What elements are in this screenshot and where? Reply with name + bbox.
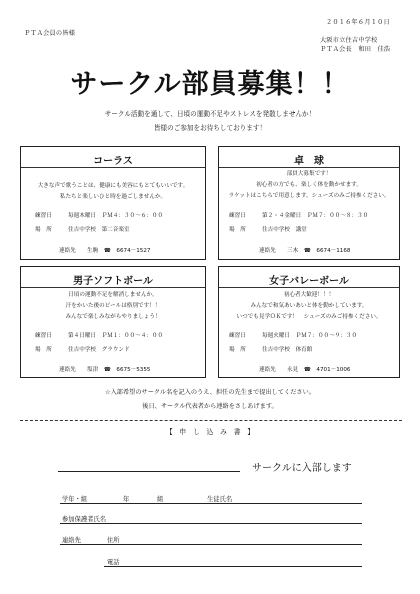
- circle-desc-line: いつでも見学ＯＫです！ シューズのみご持参ください。: [236, 314, 382, 320]
- address-field[interactable]: [60, 544, 362, 545]
- schedule-value: 第２・４金曜日 ＰＭ７：００～８：３０: [262, 213, 369, 219]
- circle-desc-line: 大きな声で歌うことは、健康にも美容にもとてもいいです。: [37, 183, 189, 189]
- contact-label: 連絡先: [62, 537, 81, 544]
- phone-icon: ☎: [103, 248, 111, 254]
- page-title: サークル部員募集！！: [70, 69, 350, 100]
- circle-desc-line: みんなで楽しみながらやりましょう！: [65, 314, 161, 320]
- place-value: 住吉中学校 講堂: [262, 227, 307, 233]
- circle-card-mens-softball: [20, 266, 206, 378]
- schedule-row: [35, 212, 163, 220]
- circle-desc-line: 部員大募集です！: [286, 171, 332, 177]
- contact-name: 塩津: [87, 367, 99, 373]
- contact-row: [259, 365, 350, 373]
- contact-tel: 6675－5355: [116, 367, 151, 373]
- divider: [219, 167, 399, 168]
- contact-row: [59, 246, 150, 254]
- place-label: 場 所: [35, 227, 52, 233]
- notice-line-2: 後日、サークル代表者から連絡をさしあげます。: [142, 403, 278, 410]
- place-label: 場 所: [229, 227, 246, 233]
- contact-row: [259, 246, 350, 254]
- contact-tel: 4701－1006: [316, 367, 351, 373]
- contact-name: 三木: [287, 248, 299, 254]
- circle-desc-line: 初心者の方でも、楽しく体を動かせます。: [256, 182, 362, 188]
- intro-line-1: サークル活動を通して、日頃の運動不足やストレスを発散しませんか！: [104, 110, 316, 118]
- circle-desc-line: みんなで和気あいあいと体を動かしています。: [250, 303, 368, 309]
- contact-tel: 6674－1168: [316, 248, 351, 254]
- schedule-label: 練習日: [229, 333, 246, 339]
- issue-date: ２０１６年６月１０日: [326, 19, 390, 26]
- circle-name-field[interactable]: [58, 471, 240, 472]
- schedule-value: 毎週木曜日 ＰＭ４：３０～６：００: [68, 213, 164, 219]
- intro-line-2: 皆様のご参加をお待ちしております！: [153, 124, 267, 132]
- phone-icon: ☎: [303, 367, 311, 373]
- phone-label: 電話: [107, 559, 120, 566]
- sender-org: 大阪市立住吉中学校: [320, 37, 378, 44]
- class-label: 組: [157, 496, 164, 503]
- notice-line-1: ☆入部希望のサークル名を記入のうえ、担任の先生まで提出してください。: [105, 389, 315, 396]
- schedule-label: 練習日: [229, 213, 246, 219]
- address-label: 住所: [107, 537, 120, 544]
- circle-desc-line: 私たちと楽しいひと時を過ごしませんか。: [59, 194, 167, 200]
- cut-line: [20, 420, 402, 421]
- circle-card-table-tennis: [218, 146, 400, 260]
- circle-card-womens-volleyball: [218, 266, 400, 378]
- schedule-label: 練習日: [35, 213, 52, 219]
- circle-name: コーラス: [93, 156, 133, 167]
- schedule-value: 第４日曜日 ＰＭ１：００～４：００: [68, 333, 164, 339]
- circle-desc-line: 日頃の運動不足を解消しませんか。: [68, 292, 158, 298]
- circle-desc-line: 初心者大歓迎！！！: [283, 292, 335, 298]
- schedule-label: 練習日: [35, 333, 52, 339]
- schedule-row: [229, 212, 368, 220]
- contact-tel: 6674－1527: [116, 248, 151, 254]
- place-row: [35, 226, 130, 234]
- phone-icon: ☎: [103, 367, 111, 373]
- place-value: 住吉中学校 グラウンド: [68, 347, 130, 353]
- place-value: 住吉中学校 第二音楽室: [68, 227, 130, 233]
- place-label: 場 所: [229, 347, 246, 353]
- year-label: 年: [123, 496, 130, 503]
- divider: [219, 287, 399, 288]
- place-value: 住吉中学校 体育館: [262, 347, 313, 353]
- place-row: [35, 346, 130, 354]
- form-heading: 【 申 し 込 み 書 】: [165, 428, 255, 436]
- divider: [21, 287, 205, 288]
- contact-row: [59, 365, 150, 373]
- contact-label: 連絡先: [59, 248, 76, 254]
- circle-card-chorus: [20, 146, 206, 260]
- circle-desc-line: 汗をかいた後のビールは格別です！！: [65, 303, 161, 309]
- place-label: 場 所: [35, 347, 52, 353]
- circle-name: 卓 球: [294, 156, 324, 167]
- recipient: ＰＴＡ会員の皆様: [24, 30, 76, 37]
- place-row: [229, 346, 312, 354]
- student-name-label: 生徒氏名: [207, 496, 233, 503]
- student-row-field[interactable]: [60, 503, 362, 504]
- contact-label: 連絡先: [59, 367, 76, 373]
- join-text: サークルに入部します: [252, 463, 352, 474]
- contact-label: 連絡先: [259, 367, 276, 373]
- phone-field[interactable]: [104, 566, 362, 567]
- circle-name: 男子ソフトボール: [73, 276, 153, 287]
- schedule-row: [35, 332, 163, 340]
- circle-desc-line: ラケットはこちらで用意します。シューズのみご持参ください。: [228, 193, 390, 199]
- sender-person: ＰＴＡ会長 和田 佳浩: [320, 46, 391, 53]
- contact-name: 永見: [287, 367, 299, 373]
- contact-label: 連絡先: [259, 248, 276, 254]
- contact-name: 生駒: [87, 248, 99, 254]
- circle-name: 女子バレーボール: [269, 276, 349, 287]
- schedule-value: 毎週火曜日 ＰＭ７：００～９：３０: [262, 333, 358, 339]
- guardian-name-field[interactable]: [60, 523, 362, 524]
- phone-icon: ☎: [303, 248, 311, 254]
- grade-class-label: 学年・組: [62, 496, 88, 503]
- place-row: [229, 226, 307, 234]
- schedule-row: [229, 332, 357, 340]
- guardian-name-label: 参加保護者氏名: [62, 516, 107, 523]
- divider: [21, 167, 205, 168]
